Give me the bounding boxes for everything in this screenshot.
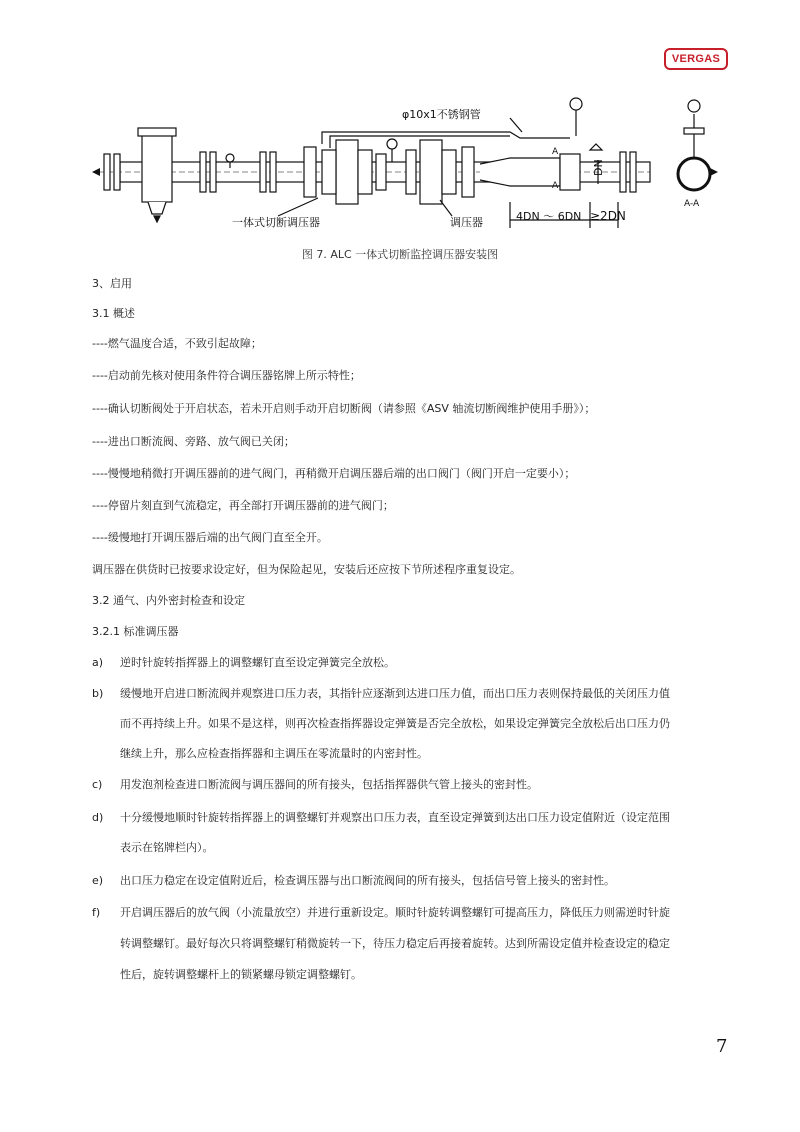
list-line-4: ----进出口断流阀、旁路、放气阀已关闭； [92, 435, 295, 448]
item-label-e: e) [92, 874, 104, 887]
section-heading-3-2-1: 3.2.1 标准调压器 [92, 625, 179, 638]
regulator-label: 调压器 [450, 216, 483, 229]
slam-shut-label: 一体式切断调压器 [232, 216, 320, 229]
tube-label: φ10x1不锈钢管 [402, 108, 481, 121]
item-c-line-1: 用发泡剂检查进口断流阀与调压器间的所有接头，包括指挥器供气管上接头的密封性。 [120, 778, 538, 791]
vergas-logo [664, 48, 728, 70]
section-title: A-A [684, 199, 700, 209]
item-label-d: d) [92, 811, 104, 824]
section-heading-3: 3、启用 [92, 277, 132, 290]
item-e-line-1: 出口压力稳定在设定值附近后，检查调压器与出口断流阀间的所有接头，包括信号管上接头的密封性。 [120, 874, 615, 887]
item-label-a: a) [92, 656, 104, 669]
paragraph-preset: 调压器在供货时已按要求设定好，但为保险起见，安装后还应按下节所述程序重复设定。 [92, 563, 521, 576]
section-heading-3-2: 3.2 通气、内外密封检查和设定 [92, 594, 245, 607]
list-line-7: ----缓慢地打开调压器后端的出气阀门直至全开。 [92, 531, 328, 544]
logo-text: VERGAS [671, 53, 721, 65]
installation-diagram [90, 92, 730, 242]
section-heading-3-1: 3.1 概述 [92, 307, 135, 320]
item-a-line-1: 逆时针旋转指挥器上的调整螺钉直至设定弹簧完全放松。 [120, 656, 395, 669]
section-mark-top: A [552, 147, 559, 157]
item-b-line-3: 继续上升，那么应检查指挥器和主调压在零流量时的内密封性。 [120, 747, 428, 760]
list-line-3: ----确认切断阀处于开启状态，若未开启则手动开启切断阀（请参照《ASV 轴流切断阀维护使用手册》）； [92, 402, 596, 415]
item-f-line-3: 性后，旋转调整螺杆上的锁紧螺母锁定调整螺钉。 [120, 968, 362, 981]
item-f-line-1: 开启调压器后的放气阀（小流量放空）并进行重新设定。顺时针旋转调整螺钉可提高压力，降低压力则需逆时针旋 [120, 906, 670, 919]
page-number: 7 [716, 1036, 728, 1057]
item-label-c: c) [92, 778, 103, 791]
item-b-line-2: 而不再持续上升。如果不是这样，则再次检查指挥器设定弹簧是否完全放松，如果设定弹簧完全放松后出口压力仍 [120, 717, 670, 730]
distance-label-b: ≥2DN [590, 209, 626, 223]
list-line-2: ----启动前先核对使用条件符合调压器铭牌上所示特性； [92, 369, 361, 382]
list-line-5: ----慢慢地稍微打开调压器前的进气阀门，再稍微开启调压器后端的出口阀门（阀门开启一定要小）； [92, 467, 576, 480]
diagram-svg [90, 92, 730, 242]
item-label-b: b) [92, 687, 104, 700]
distance-label-a: 4DN ～ 6DN [516, 210, 582, 223]
figure-caption: 图 7. ALC 一体式切断监控调压器安装图 [301, 248, 499, 261]
item-d-line-1: 十分缓慢地顺时针旋转指挥器上的调整螺钉并观察出口压力表，直至设定弹簧到达出口压力设定值附近（设定范围 [120, 811, 670, 824]
section-mark-bottom: A [552, 181, 559, 191]
item-f-line-2: 转调整螺钉。最好每次只将调整螺钉稍微旋转一下，待压力稳定后再接着旋转。达到所需设定值并检查设定的稳定 [120, 937, 670, 950]
list-line-1: ----燃气温度合适，不致引起故障； [92, 337, 262, 350]
list-line-6: ----停留片刻直到气流稳定，再全部打开调压器前的进气阀门； [92, 499, 394, 512]
item-b-line-1: 缓慢地开启进口断流阀并观察进口压力表，其指针应逐渐到达进口压力值，而出口压力表则保持最低的关闭压力值 [120, 687, 670, 700]
dn-label: DN [592, 159, 605, 176]
item-d-line-2: 表示在铭牌栏内）。 [120, 841, 214, 854]
item-label-f: f) [92, 906, 101, 919]
